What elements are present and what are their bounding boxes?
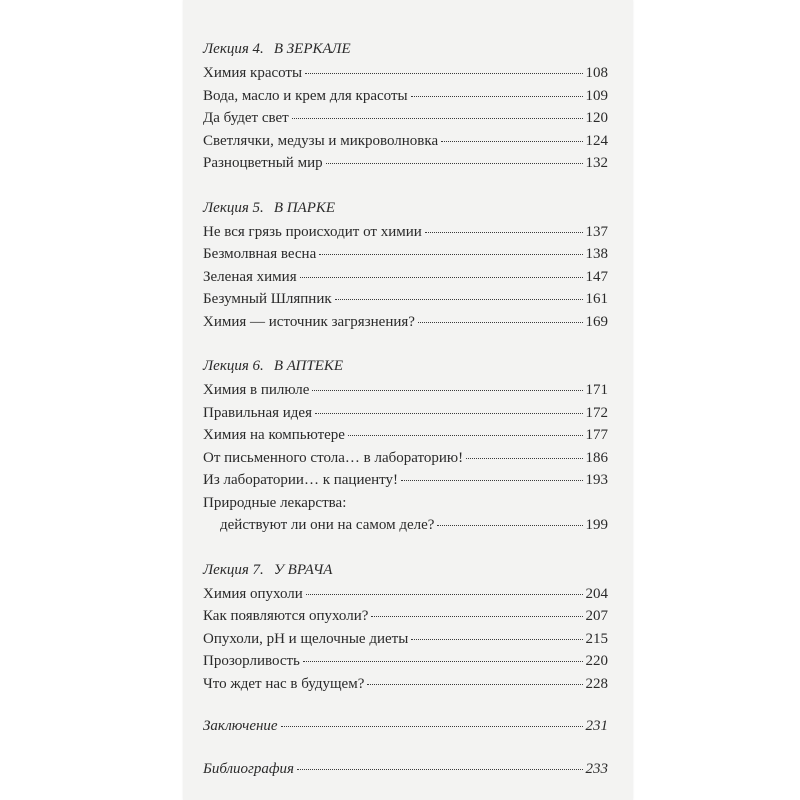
dot-leader <box>371 616 582 617</box>
entry-title-line-1: Природные лекарства: <box>203 494 347 511</box>
dot-leader <box>315 413 583 414</box>
entry-title: Химия красоты <box>203 65 303 81</box>
dot-leader <box>292 118 583 119</box>
entry-title-line-2: действуют ли они на самом деле? <box>220 517 435 533</box>
entry-title: Светлячки, медузы и микроволновка <box>203 132 439 149</box>
dot-leader <box>441 141 582 142</box>
toc-entry <box>203 243 608 266</box>
entry-page: 231 <box>585 718 608 734</box>
entry-page: 120 <box>585 110 608 126</box>
dot-leader <box>437 525 582 526</box>
entry-page: 177 <box>585 427 608 443</box>
entry-title: От письменного стола… в лабораторию! <box>203 449 464 466</box>
entry-title: Безмолвная весна <box>203 246 317 262</box>
dot-leader <box>306 594 583 595</box>
dot-leader <box>335 299 583 300</box>
entry-page: 138 <box>585 246 608 262</box>
entry-page: 172 <box>585 404 608 421</box>
toc-entry <box>203 424 608 447</box>
entry-title: Что ждет нас в будущем? <box>203 675 365 692</box>
entry-title: Прозорливость <box>203 653 300 669</box>
dot-leader <box>281 726 583 727</box>
section-title: В ПАРКЕ <box>273 199 336 216</box>
dot-leader <box>401 480 582 481</box>
spacer <box>203 175 608 197</box>
section-title: В ЗЕРКАЛЕ <box>273 41 351 57</box>
entry-page: 108 <box>585 65 608 81</box>
toc-entry-multiline <box>203 492 608 537</box>
toc-entry <box>203 447 608 470</box>
toc-entry <box>203 85 608 108</box>
toc-entry <box>203 583 608 606</box>
entry-page: 233 <box>585 760 608 777</box>
toc-entry <box>203 311 608 334</box>
dot-leader <box>411 96 583 97</box>
toc-entry <box>203 107 608 130</box>
toc-entry <box>203 469 608 492</box>
dot-leader <box>466 458 582 459</box>
dot-leader <box>319 254 582 255</box>
dot-leader <box>326 163 583 164</box>
entry-page: 207 <box>585 608 608 624</box>
spacer <box>203 695 608 715</box>
entry-page: 204 <box>585 585 608 602</box>
entry-page: 137 <box>585 223 608 240</box>
toc-entry <box>203 605 608 628</box>
entry-title: Зеленая химия <box>203 268 297 285</box>
table-of-contents <box>203 38 608 780</box>
spacer <box>203 537 608 559</box>
entry-title: Химия — источник загрязнения? <box>203 313 415 330</box>
entry-title: Химия на компьютере <box>203 427 345 443</box>
toc-entry <box>203 673 608 696</box>
entry-page: 132 <box>585 155 608 171</box>
spacer <box>203 738 608 758</box>
toc-entry <box>203 288 608 311</box>
entry-page: 161 <box>585 291 608 307</box>
entry-title: Библиография <box>203 760 295 777</box>
section-number: Лекция 4. <box>203 41 264 57</box>
entry-page: 171 <box>585 382 608 398</box>
entry-page: 199 <box>585 517 608 533</box>
section-title: У ВРАЧА <box>273 561 333 578</box>
entry-title: Опухоли, pH и щелочные диеты <box>203 630 409 647</box>
entry-page: 193 <box>585 472 608 488</box>
dot-leader <box>297 769 582 770</box>
entry-title: Заключение <box>203 718 278 734</box>
dot-leader <box>348 435 583 436</box>
toc-entry <box>203 130 608 153</box>
entry-page: 169 <box>585 313 608 330</box>
entry-title: Химия опухоли <box>203 585 303 602</box>
toc-entry <box>203 62 608 85</box>
entry-title: Из лаборатории… к пациенту! <box>203 472 399 488</box>
section-heading-lecture-6 <box>203 355 608 377</box>
toc-entry <box>203 152 608 175</box>
toc-entry-continuation <box>203 514 608 537</box>
spacer <box>203 333 608 355</box>
dot-leader <box>305 73 582 74</box>
section-heading-lecture-4 <box>203 38 608 60</box>
section-number: Лекция 6. <box>203 358 264 374</box>
toc-entry <box>203 650 608 673</box>
section-number: Лекция 5. <box>203 199 264 216</box>
toc-entry <box>203 379 608 402</box>
toc-entry <box>203 628 608 651</box>
entry-title: Да будет свет <box>203 110 289 126</box>
section-title: В АПТЕКЕ <box>273 358 343 374</box>
entry-page: 215 <box>585 630 608 647</box>
dot-leader <box>411 639 582 640</box>
entry-title: Не вся грязь происходит от химии <box>203 223 422 240</box>
entry-title: Химия в пилюле <box>203 382 310 398</box>
entry-title: Разноцветный мир <box>203 155 323 171</box>
entry-page: 228 <box>585 675 608 692</box>
section-heading-lecture-5 <box>203 197 608 219</box>
entry-page: 186 <box>585 449 608 466</box>
toc-entry <box>203 266 608 289</box>
entry-title: Правильная идея <box>203 404 312 421</box>
dot-leader <box>303 661 583 662</box>
toc-entry-bibliography <box>203 758 608 781</box>
toc-entry <box>203 402 608 425</box>
entry-page: 220 <box>585 653 608 669</box>
entry-page: 109 <box>585 87 608 104</box>
entry-title: Безумный Шляпник <box>203 291 332 307</box>
dot-leader <box>367 684 582 685</box>
entry-title: Как появляются опухоли? <box>203 608 369 624</box>
entry-page: 147 <box>585 268 608 285</box>
section-heading-lecture-7 <box>203 559 608 581</box>
entry-title: Вода, масло и крем для красоты <box>203 87 408 104</box>
toc-entry <box>203 221 608 244</box>
dot-leader <box>312 390 582 391</box>
dot-leader <box>300 277 583 278</box>
toc-entry-conclusion <box>203 715 608 738</box>
entry-page: 124 <box>585 132 608 149</box>
dot-leader <box>418 322 583 323</box>
dot-leader <box>425 232 583 233</box>
section-number: Лекция 7. <box>203 561 264 578</box>
